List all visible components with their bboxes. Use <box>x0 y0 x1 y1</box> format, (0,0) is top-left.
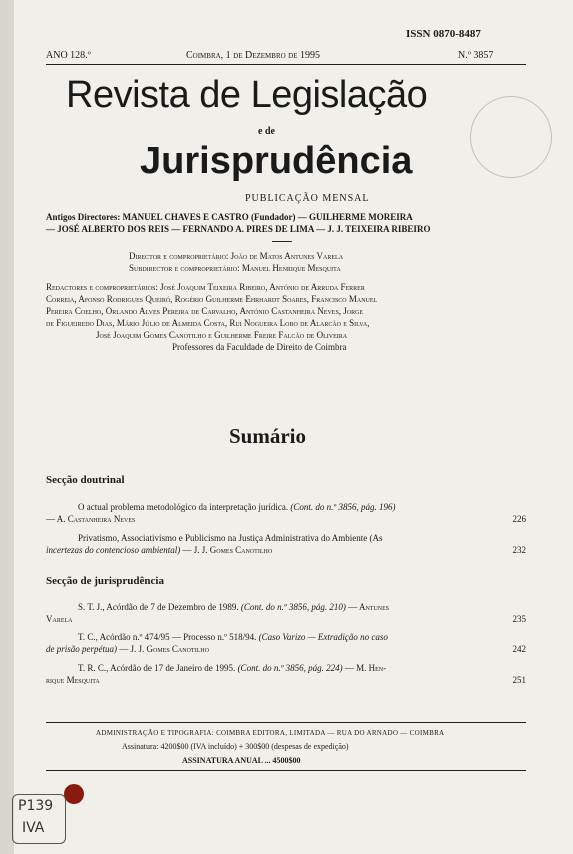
header-rule <box>46 64 526 65</box>
short-divider <box>272 241 292 242</box>
red-sticker <box>64 784 84 804</box>
issn: ISSN 0870-8487 <box>406 28 481 40</box>
doctrinal-section-title: Secção doutrinal <box>46 474 125 486</box>
footer-subscription: Assinatura: 4200$00 (IVA incluído) + 300$00 (despesas de expedição) <box>122 742 349 751</box>
editors-affiliation: Professores da Faculdade de Direito de Coimbra <box>172 342 347 352</box>
doctrinal-entry-1-author: — A. Castanheira Neves <box>46 514 136 524</box>
jurisprudence-entry-2-cont: de prisão perpétua) — J. J. Gomes Canotilho <box>46 644 209 654</box>
publication-frequency: PUBLICAÇÃO MENSAL <box>245 193 370 204</box>
former-directors-line2: — JOSÉ ALBERTO DOS REIS — FERNANDO A. PIRES DE LIMA — J. J. TEIXEIRA RIBEIRO <box>46 224 431 234</box>
former-directors-line1: Antigos Directores: MANUEL CHAVES E CASTRO (Fundador) — GUILHERME MOREIRA <box>46 212 413 222</box>
jurisprudence-entry-2: T. C., Acórdão n.º 474/95 — Processo n.º 518/94. (Caso Varizo — Extradição no caso <box>78 632 388 642</box>
editors-line1: Redactores e comproprietários: José Joaquim Teixeira Ribeiro, António de Arruda Ferrer <box>46 282 365 292</box>
footer-admin: ADMINISTRAÇÃO E TIPOGRAFIA: COIMBRA EDITORA, LIMITADA — RUA DO ARNADO — COIMBRA <box>96 729 445 737</box>
doctrinal-entry-2: Privatismo, Associativismo e Publicismo na Justiça Administrativa do Ambiente (As <box>78 533 383 543</box>
doctrinal-entry-2-page: 232 <box>512 545 526 555</box>
doctrinal-entry-1-page: 226 <box>512 514 526 524</box>
handwritten-code: P139 <box>18 798 54 814</box>
footer-rule-top <box>46 722 526 723</box>
jurisprudence-entry-3: T. R. C., Acórdão de 17 de Janeiro de 1995. (Cont. do n.º 3856, pág. 224) — M. Hen- <box>78 663 387 673</box>
jurisprudence-section-title: Secção de jurisprudência <box>46 575 164 587</box>
editors-line4: de Figueiredo Dias, Mário Júlio de Almeida Costa, Rui Nogueira Lobo de Alarcão e Silva, <box>46 318 370 328</box>
editors-line3: Pereira Coelho, Orlando Alves Pereira de Carvalho, António Castanheira Neves, Jorge <box>46 306 364 316</box>
document-page <box>14 0 573 854</box>
jurisprudence-entry-1-author: Varela <box>46 614 73 624</box>
footer-rule-bottom <box>46 770 526 771</box>
subdirector: Subdirector e comproprietário: Manuel Henrique Mesquita <box>129 263 341 273</box>
handwritten-note: IVA <box>22 820 45 836</box>
footer-annual-subscription: ASSINATURA ANUAL ... 4500$00 <box>182 756 301 765</box>
summary-heading: Sumário <box>229 424 307 448</box>
issue-date: Coimbra, 1 de Dezembro de 1995 <box>186 50 321 61</box>
doctrinal-entry-1: O actual problema metodológico da interpretação jurídica. (Cont. do n.º 3856, pág. 196) <box>78 502 396 512</box>
issue-number: N.º 3857 <box>458 50 494 61</box>
jurisprudence-entry-3-page: 251 <box>512 675 526 685</box>
jurisprudence-entry-1-page: 235 <box>512 614 526 624</box>
jurisprudence-entry-2-page: 242 <box>512 644 526 654</box>
director: Director e comproprietário: João de Matos Antunes Varela <box>129 251 344 261</box>
volume-year: ANO 128.º <box>46 50 91 61</box>
journal-title-line2: Jurisprudência <box>140 140 413 182</box>
library-stamp <box>470 96 552 178</box>
journal-title-line1: Revista de Legislação <box>66 74 428 116</box>
jurisprudence-entry-3-author: rique Mesquita <box>46 675 100 685</box>
jurisprudence-entry-1: S. T. J., Acórdão de 7 de Dezembro de 1989. (Cont. do n.º 3856, pág. 210) — Antunes <box>78 602 390 612</box>
journal-title-conjunction: e de <box>258 126 275 137</box>
editors-line5: José Joaquim Gomes Canotilho e Guilherme Freire Falcão de Oliveira <box>96 330 348 340</box>
editors-line2: Correia, Afonso Rodrigues Queiró, Rogério Guilherme Ehrhardt Soares, Francisco Manuel <box>46 294 378 304</box>
doctrinal-entry-2-cont: incertezas do contencioso ambiental) — J. J. Gomes Canotilho <box>46 545 273 555</box>
